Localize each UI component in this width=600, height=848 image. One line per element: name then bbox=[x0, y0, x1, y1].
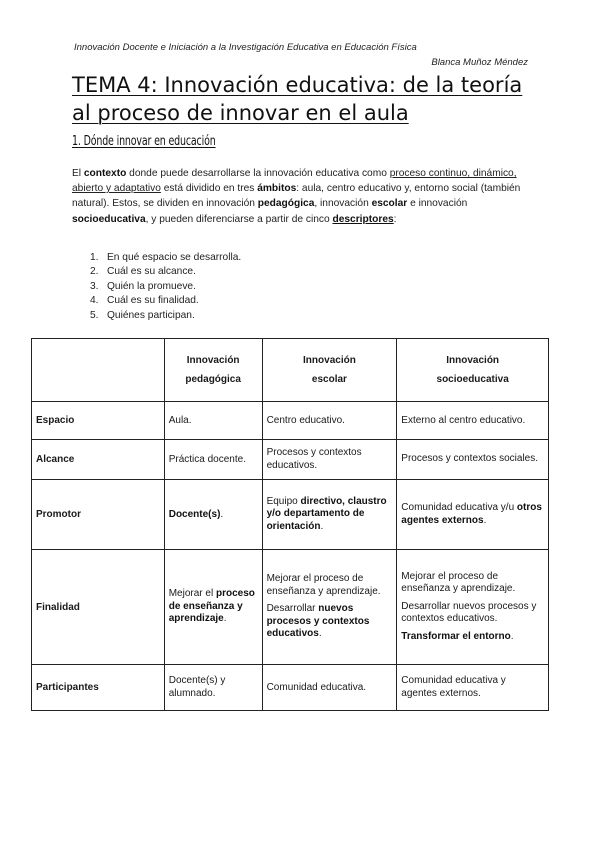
descriptor-list bbox=[90, 251, 241, 323]
innovation-table bbox=[31, 338, 549, 711]
table-row bbox=[32, 402, 549, 440]
course-header: Innovación Docente e Iniciación a la Investigación Educativa en Educación Física bbox=[74, 42, 417, 53]
author-header: Blanca Muñoz Méndez bbox=[431, 57, 528, 68]
list-item: 2. Cuál es su alcance. bbox=[90, 266, 196, 278]
header-socioeducativa: Innovación socioeducativa bbox=[397, 339, 549, 402]
table-cell: Centro educativo. bbox=[262, 402, 397, 440]
table-cell: Mejorar el proceso de enseñanza y aprendizaje. bbox=[164, 550, 262, 665]
table-cell: Equipo directivo, claustro y/o departamento de orientación. bbox=[262, 480, 397, 550]
table-row bbox=[32, 440, 549, 480]
table-cell: Práctica docente. bbox=[164, 440, 262, 480]
table-cell: Comunidad educativa. bbox=[262, 665, 397, 711]
table-cell: Aula. bbox=[164, 402, 262, 440]
table-row bbox=[32, 665, 549, 711]
row-label: Promotor bbox=[32, 480, 165, 550]
table-cell: Docente(s) y alumnado. bbox=[164, 665, 262, 711]
table-row bbox=[32, 550, 549, 665]
table-cell: Externo al centro educativo. bbox=[397, 402, 549, 440]
row-label: Alcance bbox=[32, 440, 165, 480]
table-cell: Mejorar el proceso de enseñanza y aprendizaje. Desarrollar nuevos procesos y contextos educativos. Transformar el entorno. bbox=[397, 550, 549, 665]
list-item: 5. Quiénes participan. bbox=[90, 309, 195, 321]
list-item: 4. Cuál es su finalidad. bbox=[90, 295, 199, 307]
header-escolar: Innovación escolar bbox=[262, 339, 397, 402]
table-cell: Mejorar el proceso de enseñanza y aprendizaje. Desarrollar nuevos procesos y contextos educativos. bbox=[262, 550, 397, 665]
table-cell: Comunidad educativa y/u otros agentes externos. bbox=[397, 480, 549, 550]
page-title: TEMA 4: Innovación educativa: de la teoría al proceso de innovar en el aula bbox=[72, 73, 523, 125]
table-row bbox=[32, 480, 549, 550]
table-cell: Procesos y contextos educativos. bbox=[262, 440, 397, 480]
list-item: 1. En qué espacio se desarrolla. bbox=[90, 252, 242, 263]
table-header-row bbox=[32, 339, 549, 402]
list-item: 3. Quién la promueve. bbox=[90, 280, 196, 292]
header-pedagogica: Innovación pedagógica bbox=[164, 339, 262, 402]
table-cell: Comunidad educativa y agentes externos. bbox=[397, 665, 549, 711]
intro-paragraph: El contexto donde puede desarrollarse la innovación educativa como proceso continuo, dinámico, abierto y adaptativo está dividido en tres ámbitos: aula, centro educativo y, entorno social (también natural). Estos, se dividen en innovación pedagógica, innovación escolar e innovación socioeducativa, y pueden diferenciarse a partir de cinco descriptores: bbox=[72, 168, 521, 225]
section-heading: 1. Dónde innovar en educación bbox=[72, 133, 216, 149]
table-cell: Docente(s). bbox=[164, 480, 262, 550]
table-corner-cell bbox=[32, 339, 165, 402]
row-label: Finalidad bbox=[32, 550, 165, 665]
table-cell: Procesos y contextos sociales. bbox=[397, 440, 549, 480]
row-label: Espacio bbox=[32, 402, 165, 440]
row-label: Participantes bbox=[32, 665, 165, 711]
